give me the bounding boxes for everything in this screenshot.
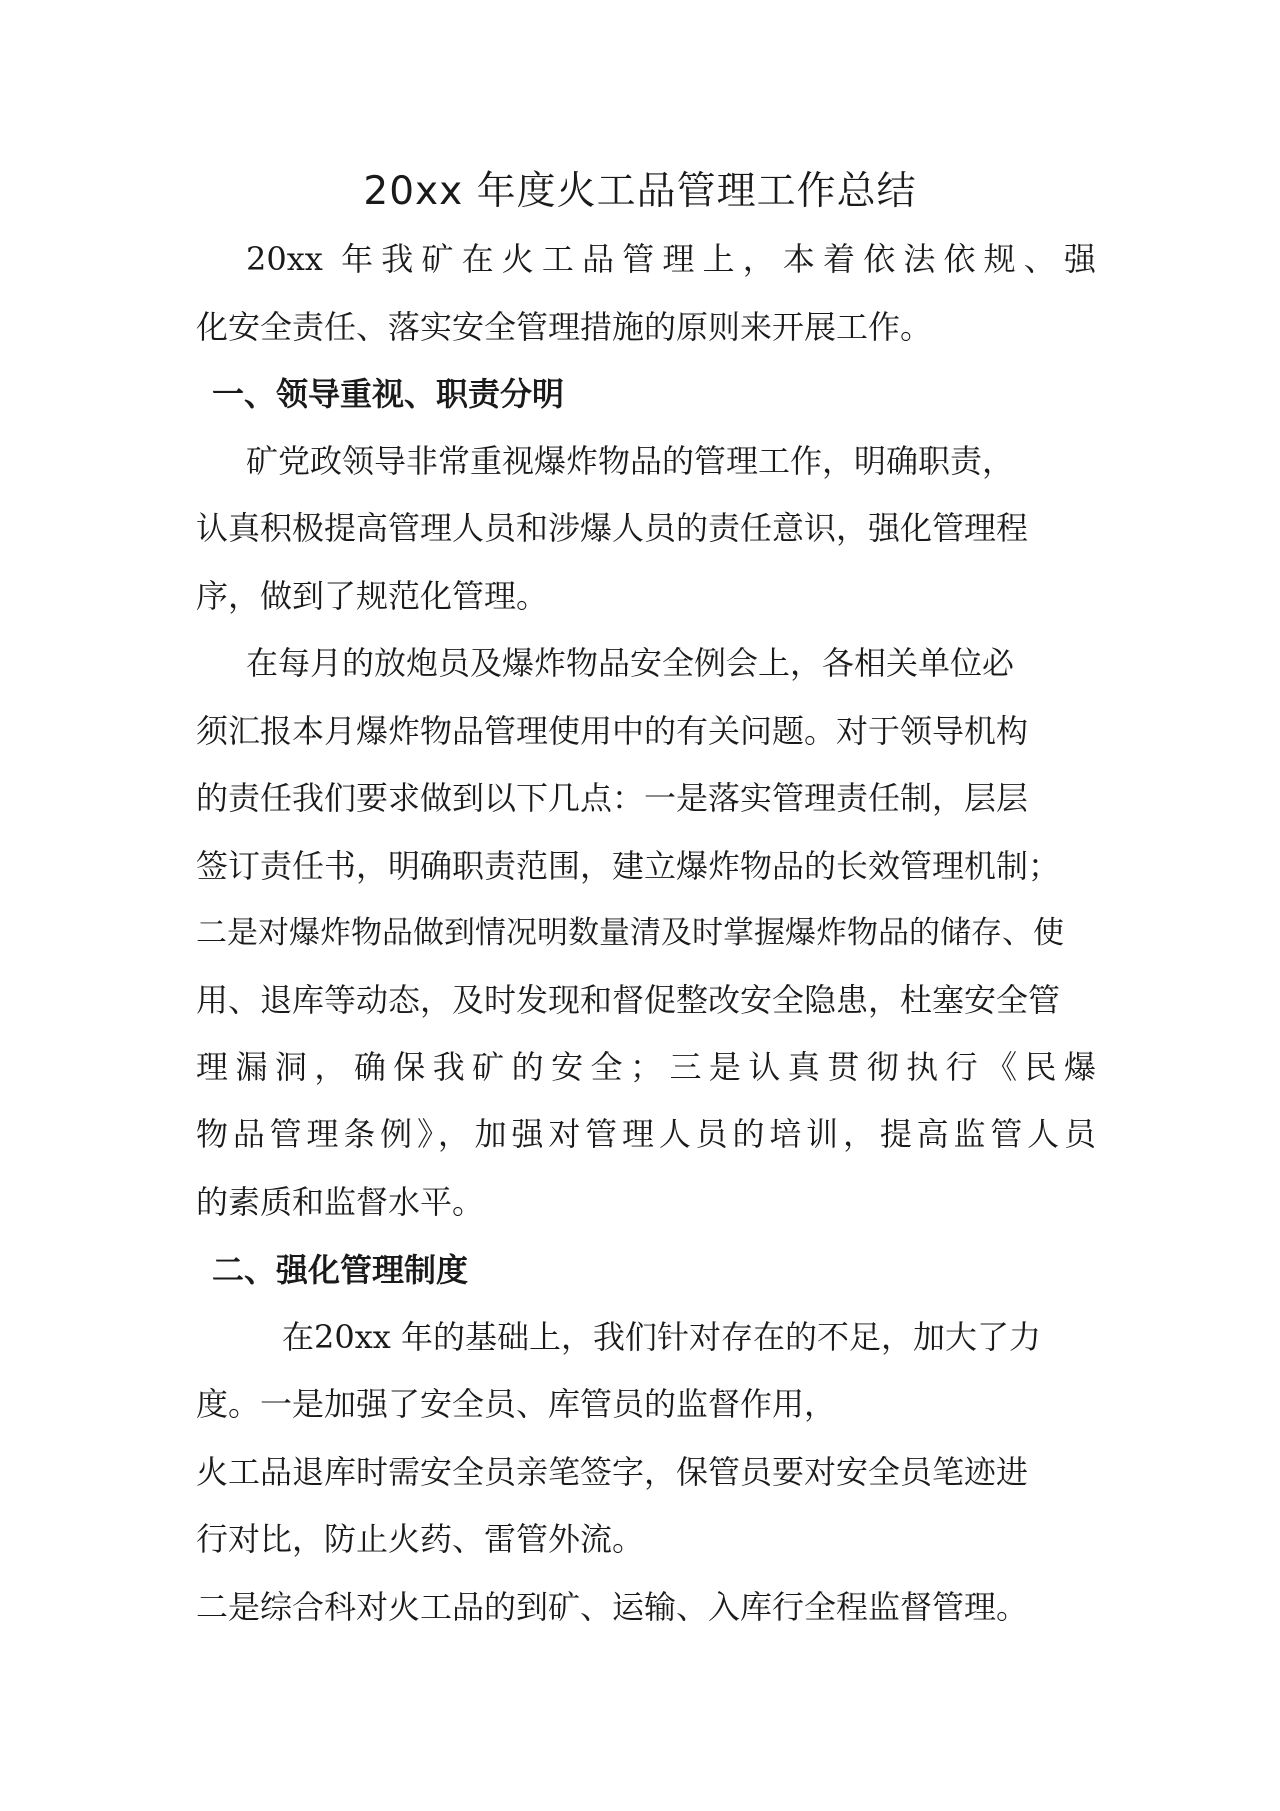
document-title: 20xx 年度火工品管理工作总结 bbox=[363, 169, 917, 214]
paragraph-line: 的责任我们要求做到以下几点：一是落实管理责任制，层层 bbox=[196, 779, 1029, 817]
paragraph-line: 理漏洞，确保我矿的安全；三是认真贯彻执行《民爆 bbox=[196, 1048, 1096, 1086]
paragraph-line: 20xx 年我矿在火工品管理上，本着依法依规、强 bbox=[246, 240, 1096, 278]
paragraph-line: 度。一是加强了安全员、库管员的监督作用， bbox=[196, 1385, 837, 1423]
paragraph-line: 二是综合科对火工品的到矿、运输、入库行全程监督管理。 bbox=[196, 1588, 1029, 1626]
paragraph-line: 认真积极提高管理人员和涉爆人员的责任意识，强化管理程 bbox=[196, 509, 1029, 547]
section-heading-1: 一、领导重视、职责分明 bbox=[212, 375, 565, 413]
paragraph-line: 矿党政领导非常重视爆炸物品的管理工作，明确职责， bbox=[246, 442, 1015, 480]
paragraph-line: 物品管理条例》，加强对管理人员的培训，提高监管人员 bbox=[196, 1115, 1096, 1153]
paragraph-line: 序，做到了规范化管理。 bbox=[196, 577, 549, 615]
paragraph-line: 行对比，防止火药、雷管外流。 bbox=[196, 1520, 645, 1558]
paragraph-line: 用、退库等动态，及时发现和督促整改安全隐患，杜塞安全管 bbox=[196, 981, 1061, 1019]
paragraph-line: 二是对爆炸物品做到情况明数量清及时掌握爆炸物品的储存、使 bbox=[196, 915, 1064, 951]
paragraph-line: 在20xx 年的基础上，我们针对存在的不足，加大了力 bbox=[282, 1318, 1041, 1356]
paragraph-line: 在每月的放炮员及爆炸物品安全例会上，各相关单位必 bbox=[246, 644, 1015, 682]
paragraph-line: 须汇报本月爆炸物品管理使用中的有关问题。对于领导机构 bbox=[196, 712, 1029, 750]
paragraph-line: 签订责任书，明确职责范围，建立爆炸物品的长效管理机制； bbox=[196, 847, 1061, 885]
paragraph-line: 化安全责任、落实安全管理措施的原则来开展工作。 bbox=[196, 308, 933, 346]
paragraph-line: 火工品退库时需安全员亲笔签字，保管员要对安全员笔迹进 bbox=[196, 1453, 1029, 1491]
paragraph-line: 的素质和监督水平。 bbox=[196, 1183, 485, 1221]
section-heading-2: 二、强化管理制度 bbox=[212, 1251, 469, 1289]
